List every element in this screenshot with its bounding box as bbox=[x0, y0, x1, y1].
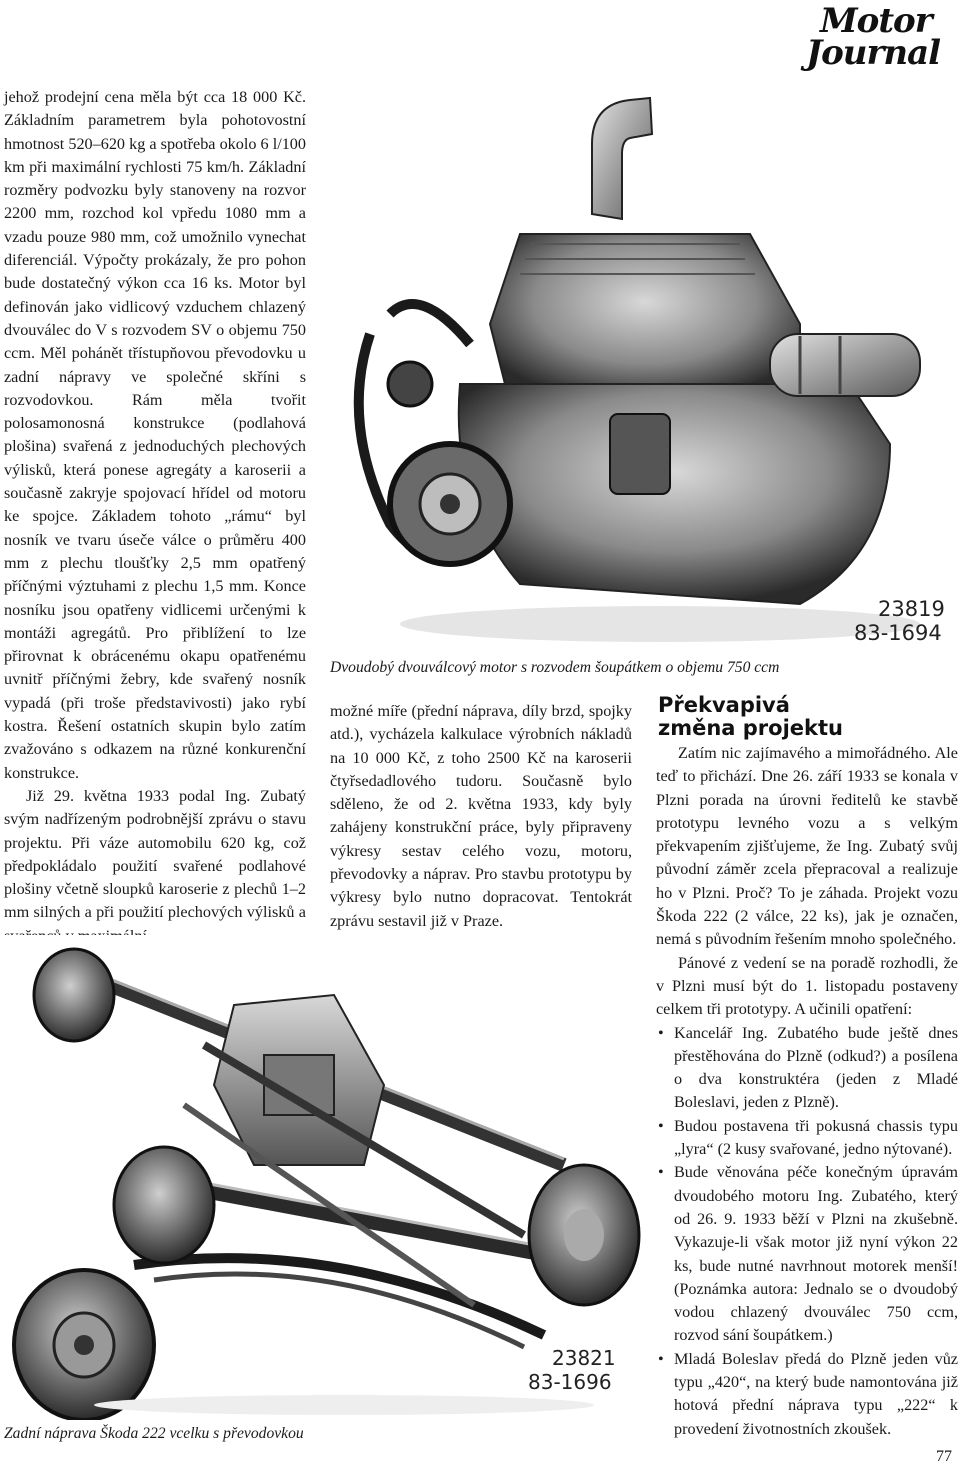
list-item: • Bude věnována péče konečným úpravám dvoudobého motoru Ing. Zubatého, který od 26. 9. 1933 běží v Plzni na zkušebně. Vykazuje-li však motor již nyní výkon 22 ks, bude nutné navrhnout motorek menší! (Poznámka autora: Jednalo se o dvoudobý vodou chlazený dvouválec 750 ccm, rozvod sání šoupátkem.) bbox=[656, 1161, 958, 1347]
rear-axle-photo bbox=[4, 935, 644, 1420]
middle-column bbox=[330, 700, 632, 933]
axle-negative-number-2: 83-1696 bbox=[528, 1370, 612, 1394]
logo-line-2: Journal bbox=[806, 33, 941, 73]
right-paragraph-1: Zatím nic zajímavého a mimořádného. Ale teď to přichází. Dne 26. září 1933 se konala v Plzni porada na úrovni ředitelů ke stavbě prototypu levného vozu a s velkým překvapením zjišťujeme, že Ing. Zubatý svůj původní záměr zcela přepracoval a realizuje ho v Plzni. Proč? To je záhada. Projekt vozu Škoda 222 (2 válce, 22 ks), jak je označen, nemá s původním řešením mnoho společného. bbox=[656, 744, 958, 949]
list-item: • Budou postavena tři pokusná chassis typu „lyra“ (2 kusy svařované, jedno nýtované). bbox=[656, 1115, 958, 1162]
axle-negative-number-1: 23821 bbox=[552, 1346, 616, 1370]
engine-photo-caption: Dvoudobý dvouválcový motor s rozvodem šoupátkem o objemu 750 ccm bbox=[330, 659, 780, 676]
magazine-logo bbox=[806, 1, 946, 78]
left-paragraph-1: jehož prodejní cena měla být cca 18 000 Kč. Základním parametrem byla pohotovostní hmotnost 520–620 kg a spotřeba okolo 6 l/100 km při maximální rychlosti 75 km/h. Základní rozměry podvozku byly stanoveny na rozvor 2200 mm, rozchod kol vpředu 1080 mm a vzadu pouze 980 mm, což umožnilo vynechat diferenciál. Výpočty prokázaly, že pro pohon bude dostatečný výkon cca 16 ks. Motor byl definován jako vidlicový vzduchem chlazený dvouválec do V s rozvodem SV o objemu 750 ccm. Měl pohánět třístupňovou převodovku u zadní nápravy ve společné skříni s rozvodovkou. Rám měla tvořit polosamonosná konstrukce (podlahová plošina) svařená z jednoduchých plechových výlisků, která ponese agregáty a karoserii a současně zakryje spojovací hřídel od motoru ke spojce. Základem tohoto „rámu“ byl nosník ve tvaru úseče válce o průměru 400 mm z plechu tloušťky 2,5 mm opatřený příčnými výztuhami z plechu 1,5 mm. Konce nosníku jsou opatřeny vidlicemi určenými k montáži agregátů. Pro přiblížení to lze přirovnat k obrácenému okapu opatřenému uvnitř příčnými žebry, kde svařený nosník vypadá (při troše představivosti) jako rybí kostra. Řešení ostatních skupin bylo zatím zvažováno s odkazem na různé konkurenční konstrukce. bbox=[4, 88, 306, 782]
list-item: • Kancelář Ing. Zubatého bude ještě dnes přestěhována do Plzně (odkud?) a posílena o dva konstruktéra (jeden z Mladé Boleslavi, jeden z Plzně). bbox=[656, 1022, 958, 1115]
engine-illustration bbox=[330, 84, 960, 654]
left-column bbox=[4, 86, 306, 948]
right-column bbox=[656, 742, 958, 1441]
section-heading-line-1: Překvapivá bbox=[658, 693, 790, 717]
measures-list bbox=[656, 1022, 958, 1441]
rear-axle-illustration bbox=[4, 935, 644, 1420]
section-heading-line-2: změna projektu bbox=[658, 716, 843, 740]
left-paragraph-2: Již 29. května 1933 podal Ing. Zubatý svým nadřízeným podrobnější zprávu o stavu projektu. Při váze automobilu 620 kg, což předpokládalo použití svařené podlahové plošiny včetně sloupků karoserie z plechů 1–2 mm silných a při použití plechových výlisků a bbox=[4, 786, 306, 922]
engine-negative-number-1: 23819 bbox=[878, 597, 945, 621]
list-item: • Mladá Boleslav předá do Plzně jeden vůz typu „420“, na který bude namontována již hotová přední náprava typu „222“ k provedení životnostních zkoušek. bbox=[656, 1348, 958, 1441]
page-number: 77 bbox=[936, 1448, 952, 1465]
engine-negative-number-2: 83-1694 bbox=[854, 621, 942, 645]
middle-paragraph: možné míře (přední náprava, díly brzd, spojky atd.), vycházela kalkulace výrobních nákladů na 10 000 Kč, z toho 2500 Kč na karoserii čtyřsedadlového tudoru. Současně bylo sděleno, že od 2. května 1933, kdy byly zahájeny konstrukční práce, byly připraveny výkresy sestav celého vozu, motoru, převodovky a náprav. Pro stavbu prototypu by výkresy bylo nutno dopracovat. Tentokrát zprávu sestavil již v Praze. bbox=[330, 702, 632, 930]
engine-photo bbox=[330, 84, 960, 654]
rear-axle-caption: Zadní náprava Škoda 222 vcelku s převodovkou bbox=[4, 1425, 304, 1442]
right-paragraph-2: Pánové z vedení se na poradě rozhodli, že v Plzni musí být do 1. listopadu postaveny celkem tři prototypy. A učinili opatření: bbox=[656, 953, 958, 1019]
logo-line-1: Motor bbox=[820, 1, 932, 41]
section-heading bbox=[658, 694, 958, 740]
